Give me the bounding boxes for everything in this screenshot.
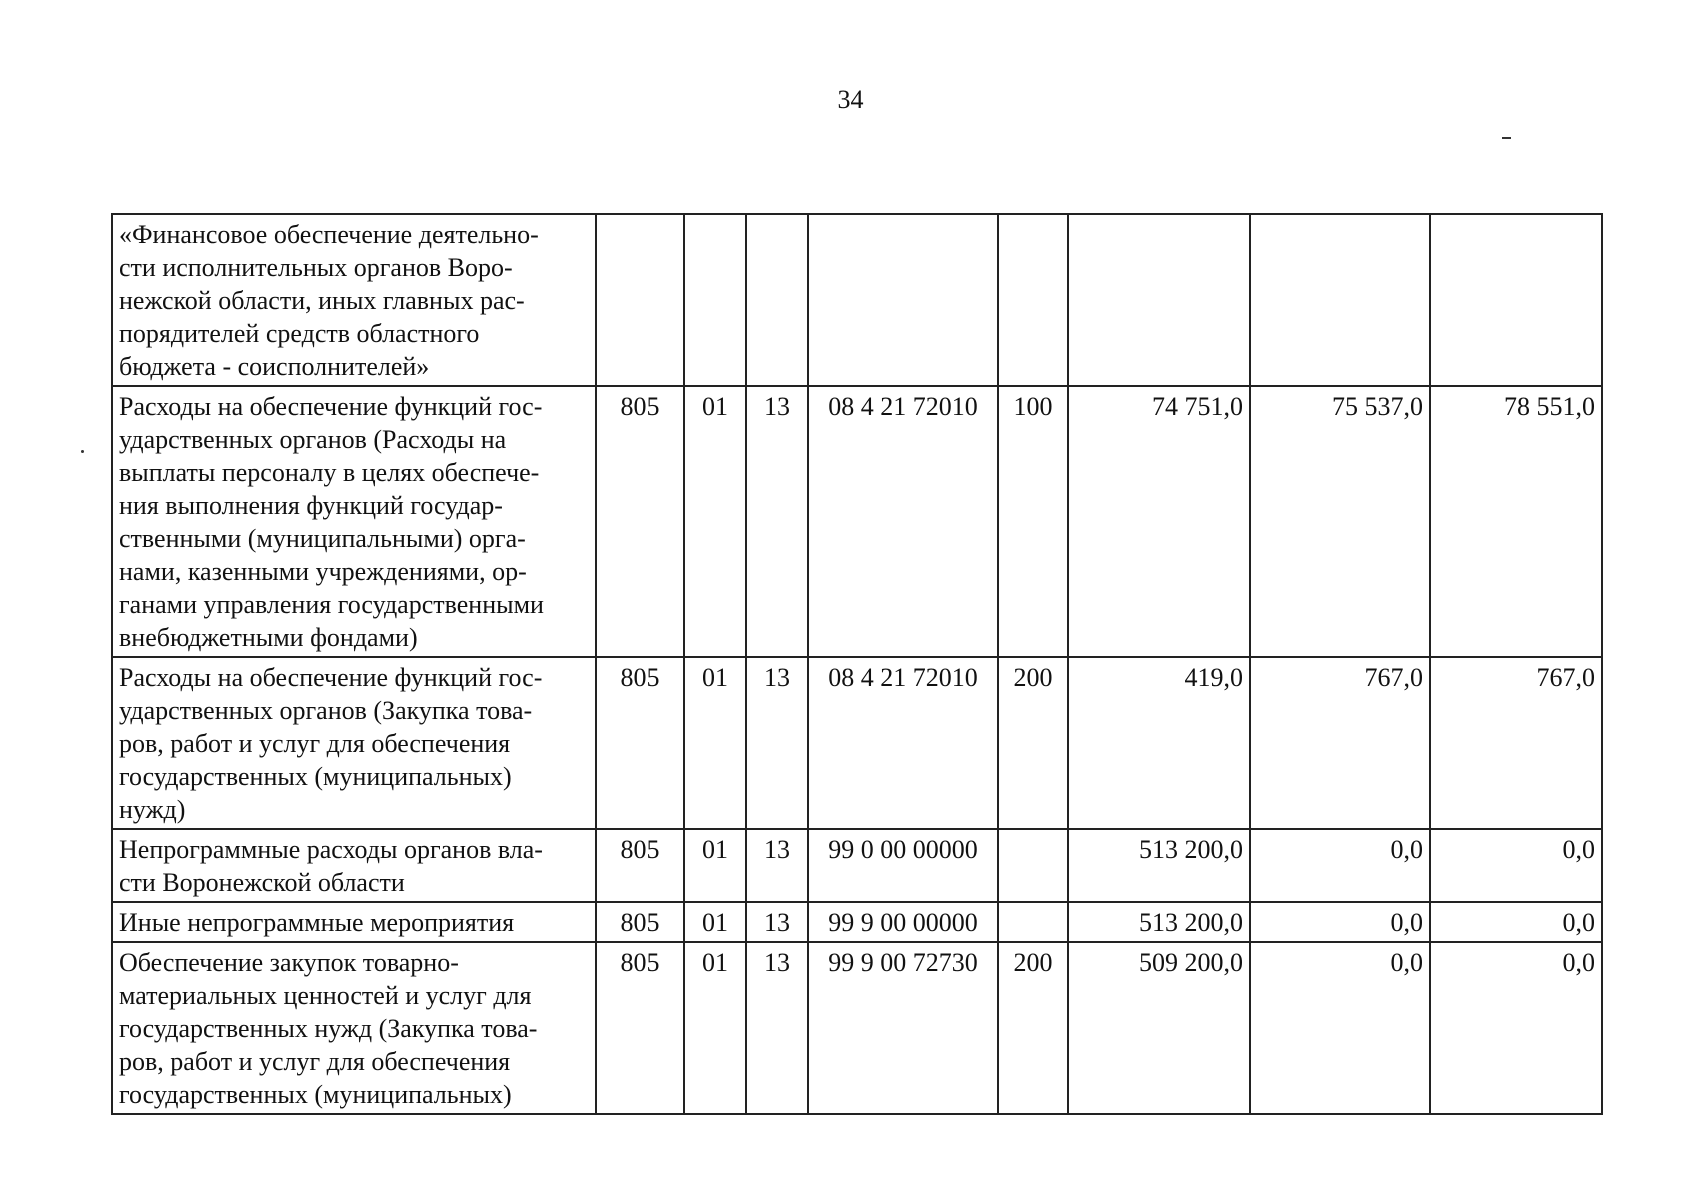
table-row bbox=[112, 902, 1602, 942]
subsection-cell: 13 bbox=[746, 657, 808, 829]
item-name-line: внебюджетными фондами) bbox=[119, 623, 418, 652]
amount-year1-cell: 513 200,0 bbox=[1068, 829, 1250, 902]
item-name-line: выплаты персоналу в целях обеспече- bbox=[119, 458, 540, 487]
table-row bbox=[112, 214, 1602, 386]
expense-type-cell: 100 bbox=[998, 386, 1068, 657]
amount-year1-cell: 419,0 bbox=[1068, 657, 1250, 829]
item-name-line: государственных (муниципальных) bbox=[119, 762, 512, 791]
amount-year1-cell: 509 200,0 bbox=[1068, 942, 1250, 1114]
item-name-line: ров, работ и услуг для обеспечения bbox=[119, 1047, 511, 1076]
item-name-cell bbox=[112, 657, 596, 829]
item-name-line: нужд) bbox=[119, 795, 186, 824]
amount-year2-cell bbox=[1250, 214, 1430, 386]
item-name-line: государственных нужд (Закупка това- bbox=[119, 1014, 538, 1043]
item-name-line: ударственных органов (Закупка това- bbox=[119, 696, 533, 725]
subsection-cell: 13 bbox=[746, 902, 808, 942]
amount-year2-cell: 0,0 bbox=[1250, 902, 1430, 942]
item-name-cell bbox=[112, 902, 596, 942]
amount-year1-cell bbox=[1068, 214, 1250, 386]
amount-year3-cell bbox=[1430, 214, 1602, 386]
item-name-line: ственными (муниципальными) орга- bbox=[119, 524, 526, 553]
budget-table-body bbox=[112, 214, 1602, 1114]
item-name-line: бюджета - соисполнителей» bbox=[119, 352, 430, 381]
amount-year1-cell: 74 751,0 bbox=[1068, 386, 1250, 657]
item-name-cell bbox=[112, 386, 596, 657]
item-name-line: порядителей средств областного bbox=[119, 319, 480, 348]
expense-type-cell: 200 bbox=[998, 942, 1068, 1114]
table-row bbox=[112, 942, 1602, 1114]
amount-year3-cell: 0,0 bbox=[1430, 902, 1602, 942]
grbs-cell: 805 bbox=[596, 942, 684, 1114]
table-row bbox=[112, 657, 1602, 829]
item-name-line: ударственных органов (Расходы на bbox=[119, 425, 507, 454]
expense-type-cell: 200 bbox=[998, 657, 1068, 829]
item-name-line: «Финансовое обеспечение деятельно- bbox=[119, 220, 539, 249]
scan-dash-mark bbox=[1502, 137, 1511, 139]
expense-type-cell bbox=[998, 214, 1068, 386]
section-cell: 01 bbox=[684, 902, 746, 942]
section-cell: 01 bbox=[684, 386, 746, 657]
grbs-cell: 805 bbox=[596, 657, 684, 829]
budget-table bbox=[111, 213, 1603, 1115]
item-name-line: нежской области, иных главных рас- bbox=[119, 286, 525, 315]
subsection-cell: 13 bbox=[746, 942, 808, 1114]
grbs-cell: 805 bbox=[596, 386, 684, 657]
item-name-cell bbox=[112, 214, 596, 386]
item-name-cell bbox=[112, 942, 596, 1114]
target-article-cell: 99 0 00 00000 bbox=[808, 829, 998, 902]
item-name-line: ганами управления государственными bbox=[119, 590, 544, 619]
expense-type-cell bbox=[998, 829, 1068, 902]
scan-dot-mark bbox=[81, 450, 84, 453]
amount-year2-cell: 0,0 bbox=[1250, 942, 1430, 1114]
amount-year1-cell: 513 200,0 bbox=[1068, 902, 1250, 942]
table-row bbox=[112, 829, 1602, 902]
item-name-line: Иные непрограммные мероприятия bbox=[119, 908, 515, 937]
item-name-line: материальных ценностей и услуг для bbox=[119, 981, 532, 1010]
item-name-line: государственных (муниципальных) bbox=[119, 1080, 512, 1109]
grbs-cell: 805 bbox=[596, 902, 684, 942]
table-row bbox=[112, 386, 1602, 657]
target-article-cell: 08 4 21 72010 bbox=[808, 657, 998, 829]
item-name-line: сти исполнительных органов Воро- bbox=[119, 253, 513, 282]
amount-year2-cell: 0,0 bbox=[1250, 829, 1430, 902]
item-name-line: ров, работ и услуг для обеспечения bbox=[119, 729, 511, 758]
item-name-line: Расходы на обеспечение функций гос- bbox=[119, 663, 543, 692]
section-cell: 01 bbox=[684, 657, 746, 829]
page-number: 34 bbox=[837, 85, 864, 114]
amount-year3-cell: 0,0 bbox=[1430, 942, 1602, 1114]
expense-type-cell bbox=[998, 902, 1068, 942]
item-name-line: Обеспечение закупок товарно- bbox=[119, 948, 459, 977]
item-name-line: Непрограммные расходы органов вла- bbox=[119, 835, 543, 864]
grbs-cell: 805 bbox=[596, 829, 684, 902]
item-name-line: сти Воронежской области bbox=[119, 868, 405, 897]
target-article-cell bbox=[808, 214, 998, 386]
subsection-cell: 13 bbox=[746, 829, 808, 902]
item-name-cell bbox=[112, 829, 596, 902]
section-cell: 01 bbox=[684, 942, 746, 1114]
amount-year3-cell: 0,0 bbox=[1430, 829, 1602, 902]
subsection-cell: 13 bbox=[746, 386, 808, 657]
section-cell bbox=[684, 214, 746, 386]
grbs-cell bbox=[596, 214, 684, 386]
amount-year3-cell: 767,0 bbox=[1430, 657, 1602, 829]
target-article-cell: 99 9 00 72730 bbox=[808, 942, 998, 1114]
amount-year2-cell: 75 537,0 bbox=[1250, 386, 1430, 657]
target-article-cell: 08 4 21 72010 bbox=[808, 386, 998, 657]
target-article-cell: 99 9 00 00000 bbox=[808, 902, 998, 942]
item-name-line: нами, казенными учреждениями, ор- bbox=[119, 557, 527, 586]
subsection-cell bbox=[746, 214, 808, 386]
amount-year2-cell: 767,0 bbox=[1250, 657, 1430, 829]
item-name-line: Расходы на обеспечение функций гос- bbox=[119, 392, 543, 421]
amount-year3-cell: 78 551,0 bbox=[1430, 386, 1602, 657]
section-cell: 01 bbox=[684, 829, 746, 902]
item-name-line: ния выполнения функций государ- bbox=[119, 491, 503, 520]
